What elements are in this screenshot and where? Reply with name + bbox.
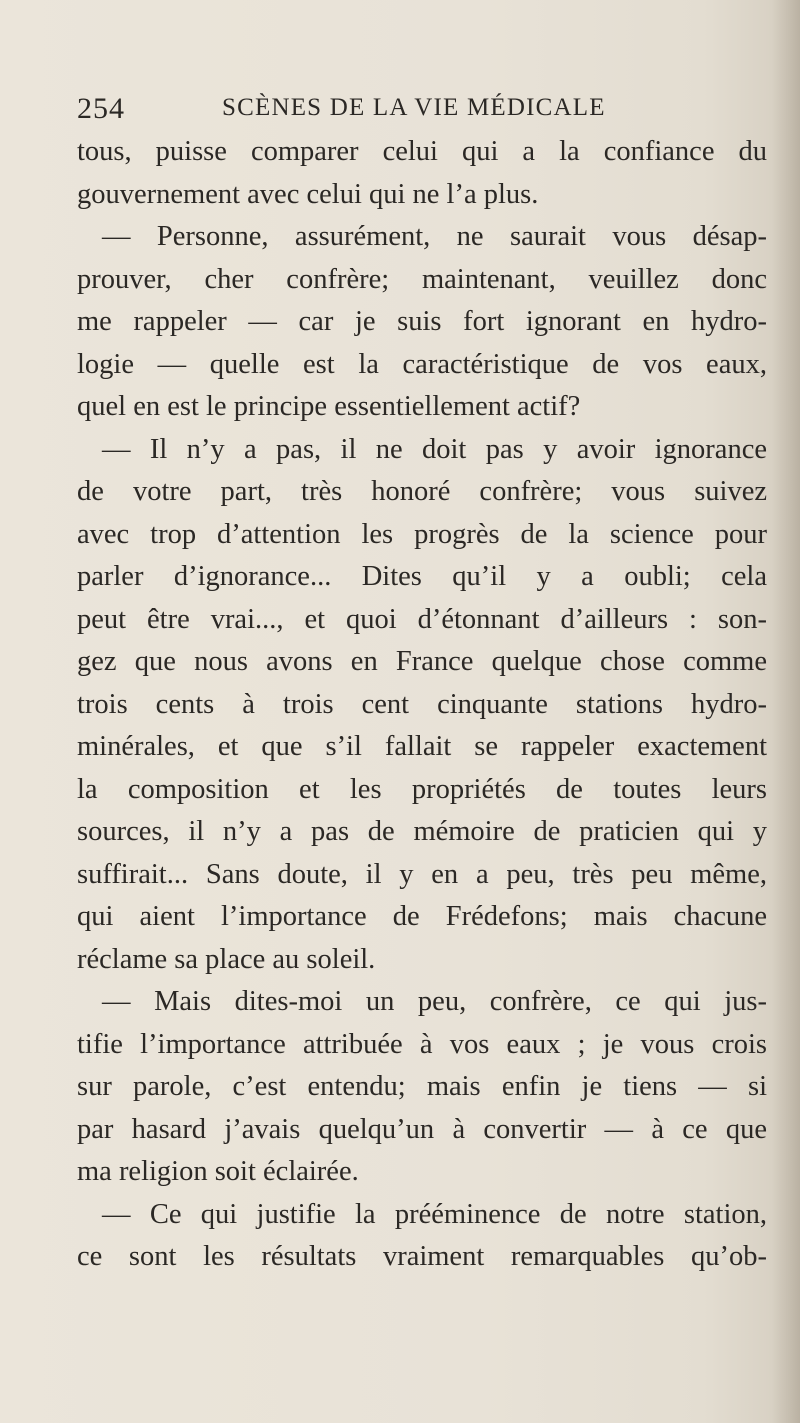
text-line: suffirait... Sans doute, il y en a peu, très peu même, — [77, 858, 767, 890]
text-line: prouver, cher confrère; maintenant, veuillez donc — [77, 263, 767, 295]
text-line: tous, puisse comparer celui qui a la confiance du — [77, 136, 767, 167]
text-line: la composition et les propriétés de toutes leurs — [77, 773, 767, 805]
text-line: ma religion soit éclairée. — [77, 1156, 359, 1187]
text-line: sources, il n’y a pas de mémoire de praticien qui y — [77, 816, 767, 847]
text-line: sur parole, c’est entendu; mais enfin je tiens — si — [77, 1071, 767, 1102]
text-line: minérales, et que s’il fallait se rappeler exactement — [77, 731, 767, 762]
running-head — [77, 92, 767, 132]
text-line: — Ce qui justifie la prééminence de notre station, — [102, 1198, 767, 1230]
text-line: trois cents à trois cent cinquante stations hydro- — [77, 688, 767, 720]
text-line: quel en est le principe essentiellement actif? — [77, 391, 581, 422]
page-number: 254 — [77, 92, 125, 125]
text-line: parler d’ignorance... Dites qu’il y a oubli; cela — [77, 561, 767, 592]
text-line: qui aient l’importance de Frédefons; mais chacune — [77, 901, 767, 932]
text-line: logie — quelle est la caractéristique de vos eaux, — [77, 348, 767, 380]
text-line: réclame sa place au soleil. — [77, 943, 376, 975]
text-line: de votre part, très honoré confrère; vous suivez — [77, 476, 767, 507]
running-title: SCÈNES DE LA VIE MÉDICALE — [222, 94, 606, 121]
text-line: gez que nous avons en France quelque chose comme — [77, 646, 767, 677]
page-edge-shadow — [772, 0, 800, 1423]
text-line: — Mais dites-moi un peu, confrère, ce qui jus- — [102, 986, 767, 1017]
text-line: tifie l’importance attribuée à vos eaux ; je vous crois — [77, 1028, 767, 1060]
text-line: peut être vrai..., et quoi d’étonnant d’ailleurs : son- — [77, 603, 767, 635]
text-line: — Il n’y a pas, il ne doit pas y avoir ignorance — [102, 433, 767, 465]
text-line: avec trop d’attention les progrès de la science pour — [77, 518, 767, 550]
text-line: — Personne, assurément, ne saurait vous désap- — [102, 221, 767, 252]
text-line: ce sont les résultats vraiment remarquables qu’ob- — [77, 1241, 767, 1272]
text-line: gouvernement avec celui qui ne l’a plus. — [77, 178, 539, 210]
body-text — [77, 131, 767, 1279]
text-line: me rappeler — car je suis fort ignorant en hydro- — [77, 306, 767, 337]
text-line: par hasard j’avais quelqu’un à convertir — à ce que — [77, 1113, 767, 1145]
